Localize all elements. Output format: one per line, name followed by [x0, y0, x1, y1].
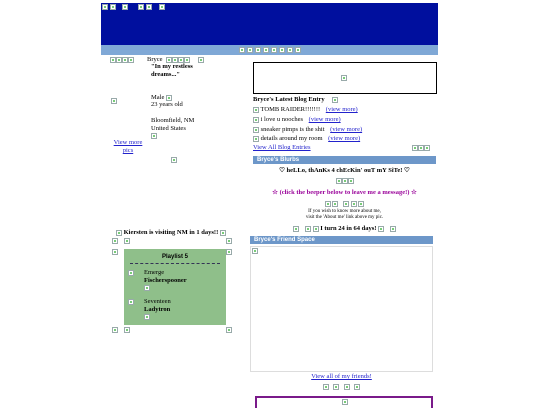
- birthday-icon: [390, 226, 396, 232]
- birthday-icon: [378, 226, 384, 232]
- banner-ad-icon: [341, 75, 347, 81]
- profile-header-banner: [101, 3, 438, 45]
- profile-city: Bloomfield, NM: [151, 117, 195, 124]
- birthday-icon: [313, 226, 319, 232]
- playlist-box: [124, 249, 226, 325]
- track-artist: Fischerspooner: [144, 276, 187, 284]
- blog-footer-icon: [424, 145, 430, 151]
- profile-photo[interactable]: [111, 98, 117, 104]
- playlist-track[interactable]: [128, 269, 134, 276]
- playlist-track[interactable]: [128, 298, 134, 305]
- blurbs-section-bar: Bryce's Blurbs: [253, 156, 436, 164]
- blog-entry: [253, 135, 360, 142]
- profile-headline: "In my restless dreams...": [151, 63, 193, 78]
- friend-footer-icon: [354, 384, 360, 390]
- track-title: Seventeen: [144, 298, 171, 305]
- beeper-icons-row: [253, 200, 436, 207]
- friend-photo-icon[interactable]: [252, 248, 258, 254]
- track-title: Emerge: [144, 269, 165, 276]
- table-image-icon: [112, 327, 118, 333]
- profile-gender-row: [151, 94, 172, 101]
- blog-entry-title: details around my room: [260, 135, 323, 142]
- view-more-link[interactable]: (view more): [325, 106, 358, 113]
- friend-space-bar: Bryce's Friend Space: [250, 236, 433, 244]
- profile-icons-row: [110, 56, 134, 63]
- playlist-track-info: [144, 298, 171, 321]
- profile-country: United States: [151, 125, 186, 132]
- blog-entry-title: TOMB RAIDER!!!!!!!: [260, 106, 321, 113]
- hello-icons-row: [253, 177, 436, 184]
- blog-entry-icon: [253, 117, 259, 123]
- banner-image-icon: [146, 4, 152, 10]
- nav-button-icon[interactable]: [271, 47, 277, 53]
- banner-image-icon: [138, 4, 144, 10]
- view-all-friends-link[interactable]: View all of my friends!: [311, 373, 372, 380]
- blog-entry-icon: [253, 136, 259, 142]
- profile-icon: [128, 57, 134, 63]
- beeper-icon[interactable]: [358, 201, 364, 207]
- birthday-icon: [305, 226, 311, 232]
- comments-box: [255, 396, 433, 408]
- visiting-text: Kiersten is visiting NM in 1 days!!: [123, 229, 219, 236]
- online-now-icon: [151, 133, 157, 139]
- friend-footer-icon: [344, 384, 350, 390]
- nav-button-icon[interactable]: [255, 47, 261, 53]
- nav-button-icon[interactable]: [287, 47, 293, 53]
- play-icon[interactable]: [144, 285, 150, 291]
- beeper-icon[interactable]: [325, 201, 331, 207]
- countdown-icon: [116, 230, 122, 236]
- blog-heading-row: [253, 96, 338, 103]
- blog-entry-title: i love u nooches: [260, 116, 304, 123]
- nav-button-icon[interactable]: [263, 47, 269, 53]
- track-artist: Ladytron: [144, 305, 171, 313]
- friend-footer-icons: [250, 383, 433, 390]
- blog-entry: [253, 126, 362, 133]
- nav-button-icon[interactable]: [295, 47, 301, 53]
- online-icon: [166, 95, 172, 101]
- table-image-icon: [226, 249, 232, 255]
- profile-name: Bryce: [147, 56, 163, 63]
- blog-entry: [253, 106, 358, 113]
- table-image-icon: [124, 238, 130, 244]
- view-more-link[interactable]: (view more): [308, 116, 341, 123]
- profile-gender: Male: [151, 94, 165, 101]
- blog-footer-icons: [412, 144, 430, 151]
- profile-icon: [184, 57, 190, 63]
- beeper-icon[interactable]: [351, 201, 357, 207]
- table-image-icon: [226, 327, 232, 333]
- view-more-pics-link[interactable]: View more pics: [113, 139, 143, 154]
- about-note-line-1: If you wish to know more about me,: [308, 209, 381, 214]
- birthday-row: [253, 225, 436, 232]
- profile-icon: [198, 57, 204, 63]
- track-art-icon: [128, 270, 134, 276]
- banner-image-icon: [102, 4, 108, 10]
- view-more-link[interactable]: (view more): [328, 135, 361, 142]
- about-note: [253, 209, 436, 221]
- countdown-icon: [220, 230, 226, 236]
- blog-entry-icon: [253, 107, 259, 113]
- banner-ad-box[interactable]: [253, 62, 437, 94]
- sparkle-icon: [348, 178, 354, 184]
- blog-entry-icon: [253, 127, 259, 133]
- profile-icons-row-2: [166, 56, 204, 63]
- visiting-countdown: [116, 229, 234, 236]
- contact-icon: [171, 157, 177, 163]
- birthday-text: I turn 24 in 64 days!: [320, 225, 377, 232]
- blog-entry-title: sneaker pimps is the shit: [260, 126, 325, 133]
- banner-image-icon: [110, 4, 116, 10]
- friend-footer-icon: [323, 384, 329, 390]
- banner-image-icon: [159, 4, 165, 10]
- playlist-track-info: [144, 269, 187, 292]
- comments-header-icon: [342, 399, 348, 405]
- beeper-message: ☆ (click the beeper below to leave me a message!) ☆: [272, 189, 417, 196]
- track-art-icon: [128, 299, 134, 305]
- play-icon[interactable]: [144, 314, 150, 320]
- banner-image-icon: [122, 4, 128, 10]
- nav-button-icon[interactable]: [239, 47, 245, 53]
- blog-icon: [332, 97, 338, 103]
- table-image-icon: [112, 238, 118, 244]
- nav-button-icon[interactable]: [247, 47, 253, 53]
- table-image-icon: [112, 249, 118, 255]
- blog-entry: [253, 116, 341, 123]
- playlist-title: Playlist 5: [161, 254, 188, 260]
- blog-heading: Bryce's Latest Blog Entry: [253, 96, 325, 103]
- beeper-icon[interactable]: [343, 201, 349, 207]
- profile-age: 23 years old: [151, 101, 183, 108]
- table-image-icon: [124, 327, 130, 333]
- table-image-icon: [226, 238, 232, 244]
- nav-button-bar: [101, 45, 438, 55]
- nav-button-icon[interactable]: [279, 47, 285, 53]
- view-all-blog-link[interactable]: View All Blog Entries: [253, 144, 311, 151]
- friend-footer-icon: [333, 384, 339, 390]
- view-more-link[interactable]: (view more): [330, 126, 363, 133]
- hello-message: ♡ heLLo, thAnKs 4 chEcKin' ouT mY SiTe! ♡: [279, 167, 410, 174]
- birthday-icon: [293, 226, 299, 232]
- beeper-icon[interactable]: [332, 201, 338, 207]
- about-note-line-2: visit the 'About me' link above my pic.: [305, 215, 384, 220]
- friend-space-box: [250, 246, 433, 372]
